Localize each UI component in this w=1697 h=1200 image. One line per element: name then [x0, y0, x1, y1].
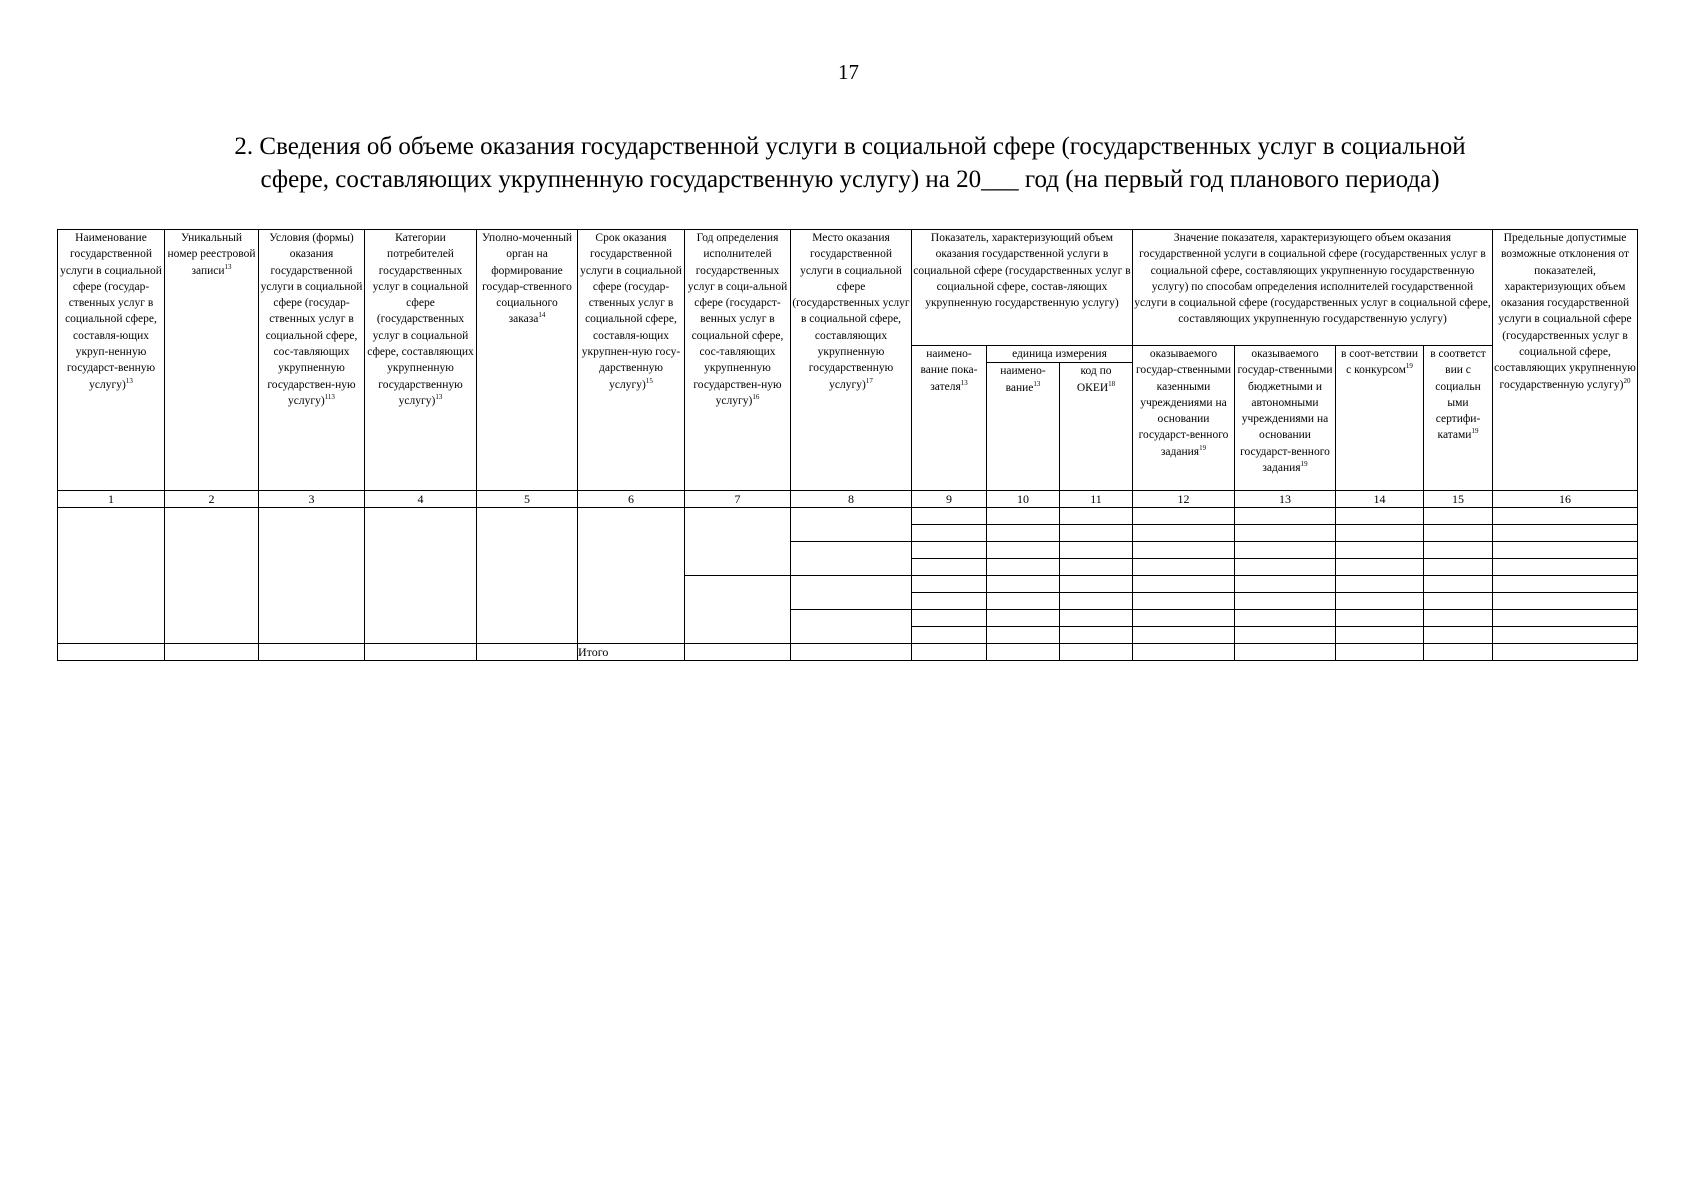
cell-service-term[interactable] [578, 508, 685, 644]
column-number: 14 [1336, 491, 1424, 508]
cell-consumer-categories[interactable] [365, 508, 477, 644]
cell-value[interactable] [1235, 576, 1336, 593]
header-indicator-name: наимено-вание пока-зателя$^{13}$ [912, 346, 987, 491]
cell-value[interactable] [1336, 525, 1424, 542]
total-cell[interactable] [365, 644, 477, 661]
header-budget-autonomous: оказываемого государ-ственными бюджетными и автономными учреждениями на основании государст-венного задания$^{19}$ [1235, 346, 1336, 491]
cell-service-place[interactable] [791, 508, 912, 542]
total-label: Итого [578, 644, 685, 661]
total-cell[interactable] [791, 644, 912, 661]
cell-value[interactable] [1424, 508, 1493, 525]
header-allowed-deviations: Предельные допустимые возможные отклонения от показателей, характеризующих объем оказания государственной услуги в социальной сфере (государственных услуг в социальной сфере, составляющих укрупненную государственную услугу)$^{20}$ [1493, 230, 1638, 491]
cell-value[interactable] [1336, 542, 1424, 559]
cell-contractor-year[interactable] [685, 576, 791, 644]
header-unit-name: наимено-вание$^{13}$ [987, 363, 1060, 491]
header-contractor-year: Год определения исполнителей государственных услуг в соци-альной сфере (государст-венных услуг в социальной сфере, сос-тавляющих укрупненную государствен-ную услугу)$^{16}$ [685, 230, 791, 491]
cell-value[interactable] [1424, 610, 1493, 627]
total-cell[interactable] [1424, 644, 1493, 661]
cell-value[interactable] [1133, 627, 1235, 644]
cell-value[interactable] [1235, 593, 1336, 610]
cell-value[interactable] [1133, 542, 1235, 559]
header-okei-code: код по ОКЕИ$^{18}$ [1060, 363, 1133, 491]
total-cell[interactable] [165, 644, 259, 661]
cell-indicator-name[interactable] [912, 559, 987, 576]
column-number: 5 [477, 491, 578, 508]
column-number: 9 [912, 491, 987, 508]
header-service-place: Место оказания государственной услуги в социальной сфере (государственных услуг в социальной сфере, составляющих укрупненную государственную услугу)$^{17}$ [791, 230, 912, 491]
header-social-certificates: в соответст вии с социальн ыми сертифи-катами$^{19}$ [1424, 346, 1493, 491]
total-cell[interactable] [58, 644, 165, 661]
column-number: 11 [1060, 491, 1133, 508]
cell-value[interactable] [1133, 559, 1235, 576]
column-number: 10 [987, 491, 1060, 508]
cell-okei-code[interactable] [1060, 627, 1133, 644]
header-service-name: Наименование государственной услуги в социальной сфере (государ-ственных услуг в социальной сфере, составля-ющих укруп-ненную государст-венную услугу)$^{13}$ [58, 230, 165, 491]
cell-indicator-name[interactable] [912, 542, 987, 559]
cell-value[interactable] [1235, 559, 1336, 576]
page-number: 17 [838, 60, 859, 84]
cell-deviation[interactable] [1493, 525, 1638, 542]
column-numbers-row [58, 491, 1638, 508]
cell-okei-code[interactable] [1060, 610, 1133, 627]
cell-value[interactable] [1235, 525, 1336, 542]
cell-deviation[interactable] [1493, 610, 1638, 627]
cell-value[interactable] [1336, 610, 1424, 627]
cell-okei-code[interactable] [1060, 559, 1133, 576]
title-line-2: сфере, составляющих укрупненную государственную услугу) на 20___ год (на первый год планового периода) [260, 166, 1440, 193]
cell-value[interactable] [1235, 542, 1336, 559]
cell-value[interactable] [1133, 593, 1235, 610]
column-number: 15 [1424, 491, 1493, 508]
cell-service-place[interactable] [791, 576, 912, 610]
cell-unit-name[interactable] [987, 525, 1060, 542]
cell-value[interactable] [1133, 525, 1235, 542]
cell-deviation[interactable] [1493, 627, 1638, 644]
column-number: 2 [165, 491, 259, 508]
column-number: 8 [791, 491, 912, 508]
cell-service-place[interactable] [791, 542, 912, 576]
header-indicator-value-group: Значение показателя, характеризующего объем оказания государственной услуги в социальной сфере (государственных услуг в социальной сфере, составляющих укрупненную государственную услугу) по способам определения исполнителей государственной услуги в социальной сфере (государственных услуг в социальной сфере, составляющих укрупненную государственную услугу) [1133, 230, 1493, 346]
total-row [58, 644, 1638, 661]
cell-value[interactable] [1424, 627, 1493, 644]
total-cell[interactable] [912, 644, 987, 661]
cell-deviation[interactable] [1493, 559, 1638, 576]
cell-unit-name[interactable] [987, 508, 1060, 525]
cell-value[interactable] [1424, 542, 1493, 559]
cell-okei-code[interactable] [1060, 525, 1133, 542]
cell-value[interactable] [1235, 508, 1336, 525]
cell-service-place[interactable] [791, 610, 912, 644]
total-cell[interactable] [1235, 644, 1336, 661]
column-number: 6 [578, 491, 685, 508]
cell-indicator-name[interactable] [912, 576, 987, 593]
cell-unit-name[interactable] [987, 610, 1060, 627]
cell-indicator-name[interactable] [912, 610, 987, 627]
header-authorized-body: Уполно-моченный орган на формирование государ-ственного социального заказа$^{14}$ [477, 230, 578, 491]
header-volume-indicator-group: Показатель, характеризующий объем оказания государственной услуги в социальной сфере (государственных услуг в социальной сфере, состав-ляющих укрупненную государственную услугу) [912, 230, 1133, 346]
cell-value[interactable] [1336, 593, 1424, 610]
cell-value[interactable] [1336, 627, 1424, 644]
column-number: 3 [259, 491, 365, 508]
total-cell[interactable] [685, 644, 791, 661]
total-cell[interactable] [477, 644, 578, 661]
cell-indicator-name[interactable] [912, 593, 987, 610]
service-volume-table [57, 229, 1638, 661]
column-number: 4 [365, 491, 477, 508]
cell-value[interactable] [1336, 508, 1424, 525]
cell-authorized-body[interactable] [477, 508, 578, 644]
cell-deviation[interactable] [1493, 508, 1638, 525]
cell-deviation[interactable] [1493, 593, 1638, 610]
title-line-1: 2. Сведения об объеме оказания государственной услуги в социальной сфере (государственных услуг в социальной [234, 133, 1466, 160]
total-cell[interactable] [259, 644, 365, 661]
total-cell[interactable] [1060, 644, 1133, 661]
cell-value[interactable] [1424, 559, 1493, 576]
header-consumer-categories: Категории потребителей государственных услуг в социальной сфере (государственных услуг в социальной сфере, составляющих укрупненную государственную услугу)$^{13}$ [365, 230, 477, 491]
cell-value[interactable] [1235, 610, 1336, 627]
cell-indicator-name[interactable] [912, 525, 987, 542]
cell-value[interactable] [1424, 525, 1493, 542]
cell-contractor-year[interactable] [685, 508, 791, 576]
cell-service-name[interactable] [58, 508, 165, 644]
cell-indicator-name[interactable] [912, 627, 987, 644]
header-conditions: Условия (формы) оказания государственной услуги в социальной сфере (государ-ственных услуг в социальной сфере, сос-тавляющих укрупненную государствен-ную услугу)$^{113}$ [259, 230, 365, 491]
column-number: 12 [1133, 491, 1235, 508]
table-row [58, 508, 1638, 525]
column-number: 7 [685, 491, 791, 508]
cell-okei-code[interactable] [1060, 593, 1133, 610]
page-title [100, 130, 1600, 196]
cell-unit-name[interactable] [987, 559, 1060, 576]
cell-deviation[interactable] [1493, 576, 1638, 593]
cell-indicator-name[interactable] [912, 508, 987, 525]
cell-unit-name[interactable] [987, 542, 1060, 559]
total-cell[interactable] [987, 644, 1060, 661]
column-number: 13 [1235, 491, 1336, 508]
column-number: 1 [58, 491, 165, 508]
cell-value[interactable] [1424, 593, 1493, 610]
total-cell[interactable] [1133, 644, 1235, 661]
cell-unit-name[interactable] [987, 627, 1060, 644]
cell-deviation[interactable] [1493, 542, 1638, 559]
cell-okei-code[interactable] [1060, 508, 1133, 525]
cell-value[interactable] [1424, 576, 1493, 593]
cell-okei-code[interactable] [1060, 576, 1133, 593]
header-unit-group: единица измерения [987, 346, 1133, 363]
total-cell[interactable] [1493, 644, 1638, 661]
cell-value[interactable] [1336, 576, 1424, 593]
cell-conditions[interactable] [259, 508, 365, 644]
cell-value[interactable] [1336, 559, 1424, 576]
cell-unit-name[interactable] [987, 593, 1060, 610]
header-service-term: Срок оказания государственной услуги в социальной сфере (государ-ственных услуг в социальной сфере, составля-ющих укрупнен-ную госу-дарственную услугу)$^{15}$ [578, 230, 685, 491]
cell-registry-number[interactable] [165, 508, 259, 644]
cell-value[interactable] [1235, 627, 1336, 644]
header-registry-number: Уникальный номер реестровой записи$^{13}$ [165, 230, 259, 491]
header-competition: в соот-ветствии с конкурсом$^{19}$ [1336, 346, 1424, 491]
total-cell[interactable] [1336, 644, 1424, 661]
cell-value[interactable] [1133, 576, 1235, 593]
column-number: 16 [1493, 491, 1638, 508]
cell-value[interactable] [1133, 508, 1235, 525]
cell-value[interactable] [1133, 610, 1235, 627]
cell-okei-code[interactable] [1060, 542, 1133, 559]
header-state-treasury: оказываемого государ-ственными казенными учреждениями на основании государст-венного задания$^{19}$ [1133, 346, 1235, 491]
cell-unit-name[interactable] [987, 576, 1060, 593]
